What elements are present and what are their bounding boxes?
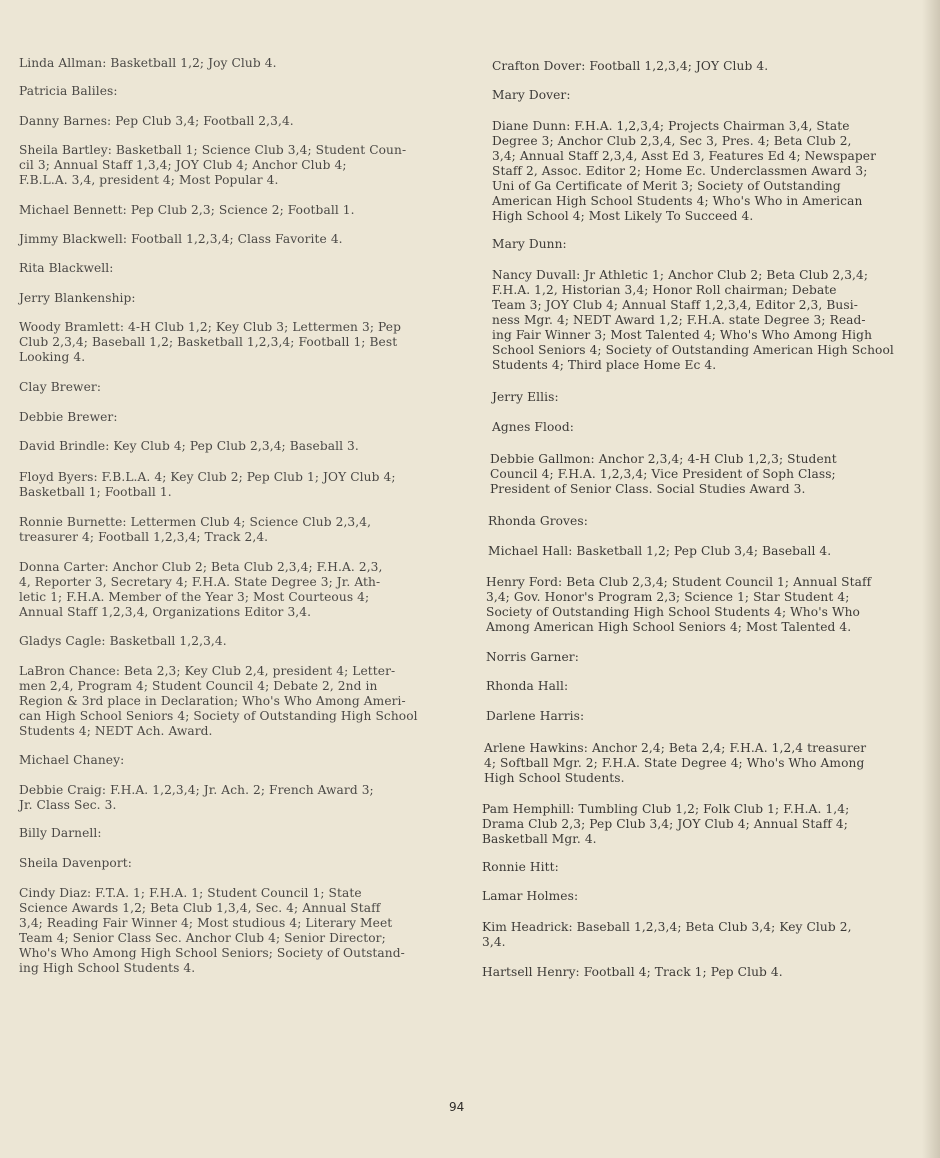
entry: Rhonda Hall: — [486, 679, 569, 693]
entry: Diane Dunn: F.H.A. 1,2,3,4; Projects Chairman 3,4, State Degree 3; Anchor Club 2,3,4, Sec 3, Pres. 4; Beta Club 2, 3,4; Annual Staff 2,3,4, Asst Ed 3, Features Ed 4; Newspaper Staff 2, Assoc. Editor 2; Home Ec. Underclassmen Award 3; Uni of Ga Certificate of Merit 3; Society of Outstanding American High School Students 4; Who's Who in American High School 4; Most Likely To Succeed 4. — [492, 119, 877, 223]
entry: Nancy Duvall: Jr Athletic 1; Anchor Club 2; Beta Club 2,3,4; F.H.A. 1,2, Historian 3,4; Honor Roll chairman; Debate Team 3; JOY Club 4; Annual Staff 1,2,3,4, Editor 2,3, Busi- ness Mgr. 4; NEDT Award 1,2; F.H.A. state Degree 3; Read- ing Fair Winner 3; Most Talented 4; Who's Who Among High School Seniors 4; Society of Outstanding American High School Students 4; Third place Home Ec 4. — [492, 268, 894, 372]
entry: Sheila Bartley: Basketball 1; Science Club 3,4; Student Coun- cil 3; Annual Staff 1,3,4; JOY Club 4; Anchor Club 4; F.B.L.A. 3,4, president 4; Most Popular 4. — [19, 143, 407, 187]
entry: Crafton Dover: Football 1,2,3,4; JOY Club 4. — [492, 59, 769, 73]
entry: Agnes Flood: — [492, 420, 574, 434]
entry: Arlene Hawkins: Anchor 2,4; Beta 2,4; F.H.A. 1,2,4 treasurer 4; Softball Mgr. 2; F.H.A. State Degree 4; Who's Who Among High School Students. — [484, 741, 867, 785]
entry: Henry Ford: Beta Club 2,3,4; Student Council 1; Annual Staff 3,4; Gov. Honor's Program 2,3; Science 1; Star Student 4; Society of Outstanding High School Students 4; Who's Who Among American High School Seniors 4; Most Talented 4. — [486, 575, 872, 634]
entry: Debbie Brewer: — [19, 410, 118, 424]
entry: Jimmy Blackwell: Football 1,2,3,4; Class Favorite 4. — [19, 232, 343, 246]
entry: Hartsell Henry: Football 4; Track 1; Pep Club 4. — [482, 965, 783, 979]
entry: Michael Bennett: Pep Club 2,3; Science 2; Football 1. — [19, 203, 355, 217]
entry: Rhonda Groves: — [488, 514, 588, 528]
entry: Michael Chaney: — [19, 753, 125, 767]
entry: Woody Bramlett: 4-H Club 1,2; Key Club 3; Lettermen 3; Pep Club 2,3,4; Baseball 1,2; Basketball 1,2,3,4; Football 1; Best Looking 4. — [19, 320, 401, 364]
entry: Debbie Craig: F.H.A. 1,2,3,4; Jr. Ach. 2; French Award 3; Jr. Class Sec. 3. — [19, 783, 374, 812]
entry: Floyd Byers: F.B.L.A. 4; Key Club 2; Pep Club 1; JOY Club 4; Basketball 1; Football 1. — [19, 470, 396, 499]
entry: Cindy Diaz: F.T.A. 1; F.H.A. 1; Student Council 1; State Science Awards 1,2; Beta Club 1,3,4, Sec. 4; Annual Staff 3,4; Reading Fair Winner 4; Most studious 4; Literary Meet Team 4; Senior Class Sec. Anchor Club 4; Senior Director; Who's Who Among High School Seniors; Society of Outstand- ing High School Students 4. — [19, 886, 405, 975]
entry: Darlene Harris: — [486, 709, 585, 723]
entry: Ronnie Hitt: — [482, 860, 559, 874]
entry: Gladys Cagle: Basketball 1,2,3,4. — [19, 634, 227, 648]
entry: Debbie Gallmon: Anchor 2,3,4; 4-H Club 1,2,3; Student Council 4; F.H.A. 1,2,3,4; Vice President of Soph Class; President of Senior Class. Social Studies Award 3. — [490, 452, 837, 496]
page-number: 94 — [449, 1100, 465, 1114]
entry: Pam Hemphill: Tumbling Club 1,2; Folk Club 1; F.H.A. 1,4; Drama Club 2,3; Pep Club 3,4; JOY Club 4; Annual Staff 4; Basketball Mgr. 4. — [482, 802, 850, 846]
page-edge-shadow — [922, 0, 940, 1158]
entry: Ronnie Burnette: Lettermen Club 4; Science Club 2,3,4, treasurer 4; Football 1,2,3,4; Track 2,4. — [19, 515, 372, 544]
entry: Patricia Baliles: — [19, 84, 118, 98]
entry: David Brindle: Key Club 4; Pep Club 2,3,4; Baseball 3. — [19, 439, 359, 453]
entry: Jerry Blankenship: — [19, 291, 136, 305]
entry: Kim Headrick: Baseball 1,2,3,4; Beta Club 3,4; Key Club 2, 3,4. — [482, 920, 852, 949]
entry: Danny Barnes: Pep Club 3,4; Football 2,3,4. — [19, 114, 294, 128]
entry: Mary Dunn: — [492, 237, 567, 251]
entry: Mary Dover: — [492, 88, 571, 102]
entry: Sheila Davenport: — [19, 856, 133, 870]
entry: Donna Carter: Anchor Club 2; Beta Club 2,3,4; F.H.A. 2,3, 4, Reporter 3, Secretary 4; F.H.A. State Degree 3; Jr. Ath- letic 1; F.H.A. Member of the Year 3; Most Courteous 4; Annual Staff 1,2,3,4, Organizations Editor 3,4. — [19, 560, 383, 619]
entry: Clay Brewer: — [19, 380, 102, 394]
entry: Jerry Ellis: — [492, 390, 559, 404]
entry: Billy Darnell: — [19, 826, 102, 840]
entry: Linda Allman: Basketball 1,2; Joy Club 4. — [19, 56, 277, 70]
entry: Rita Blackwell: — [19, 261, 114, 275]
entry: LaBron Chance: Beta 2,3; Key Club 2,4, president 4; Letter- men 2,4, Program 4; Student Council 4; Debate 2, 2nd in Region & 3rd place in Declaration; Who's Who Among Ameri- can High School Seniors 4; Society of Outstanding High School Students 4; NEDT Ach. Award. — [19, 664, 418, 738]
entry: Michael Hall: Basketball 1,2; Pep Club 3,4; Baseball 4. — [488, 544, 832, 558]
entry: Lamar Holmes: — [482, 889, 579, 903]
entry: Norris Garner: — [486, 650, 579, 664]
